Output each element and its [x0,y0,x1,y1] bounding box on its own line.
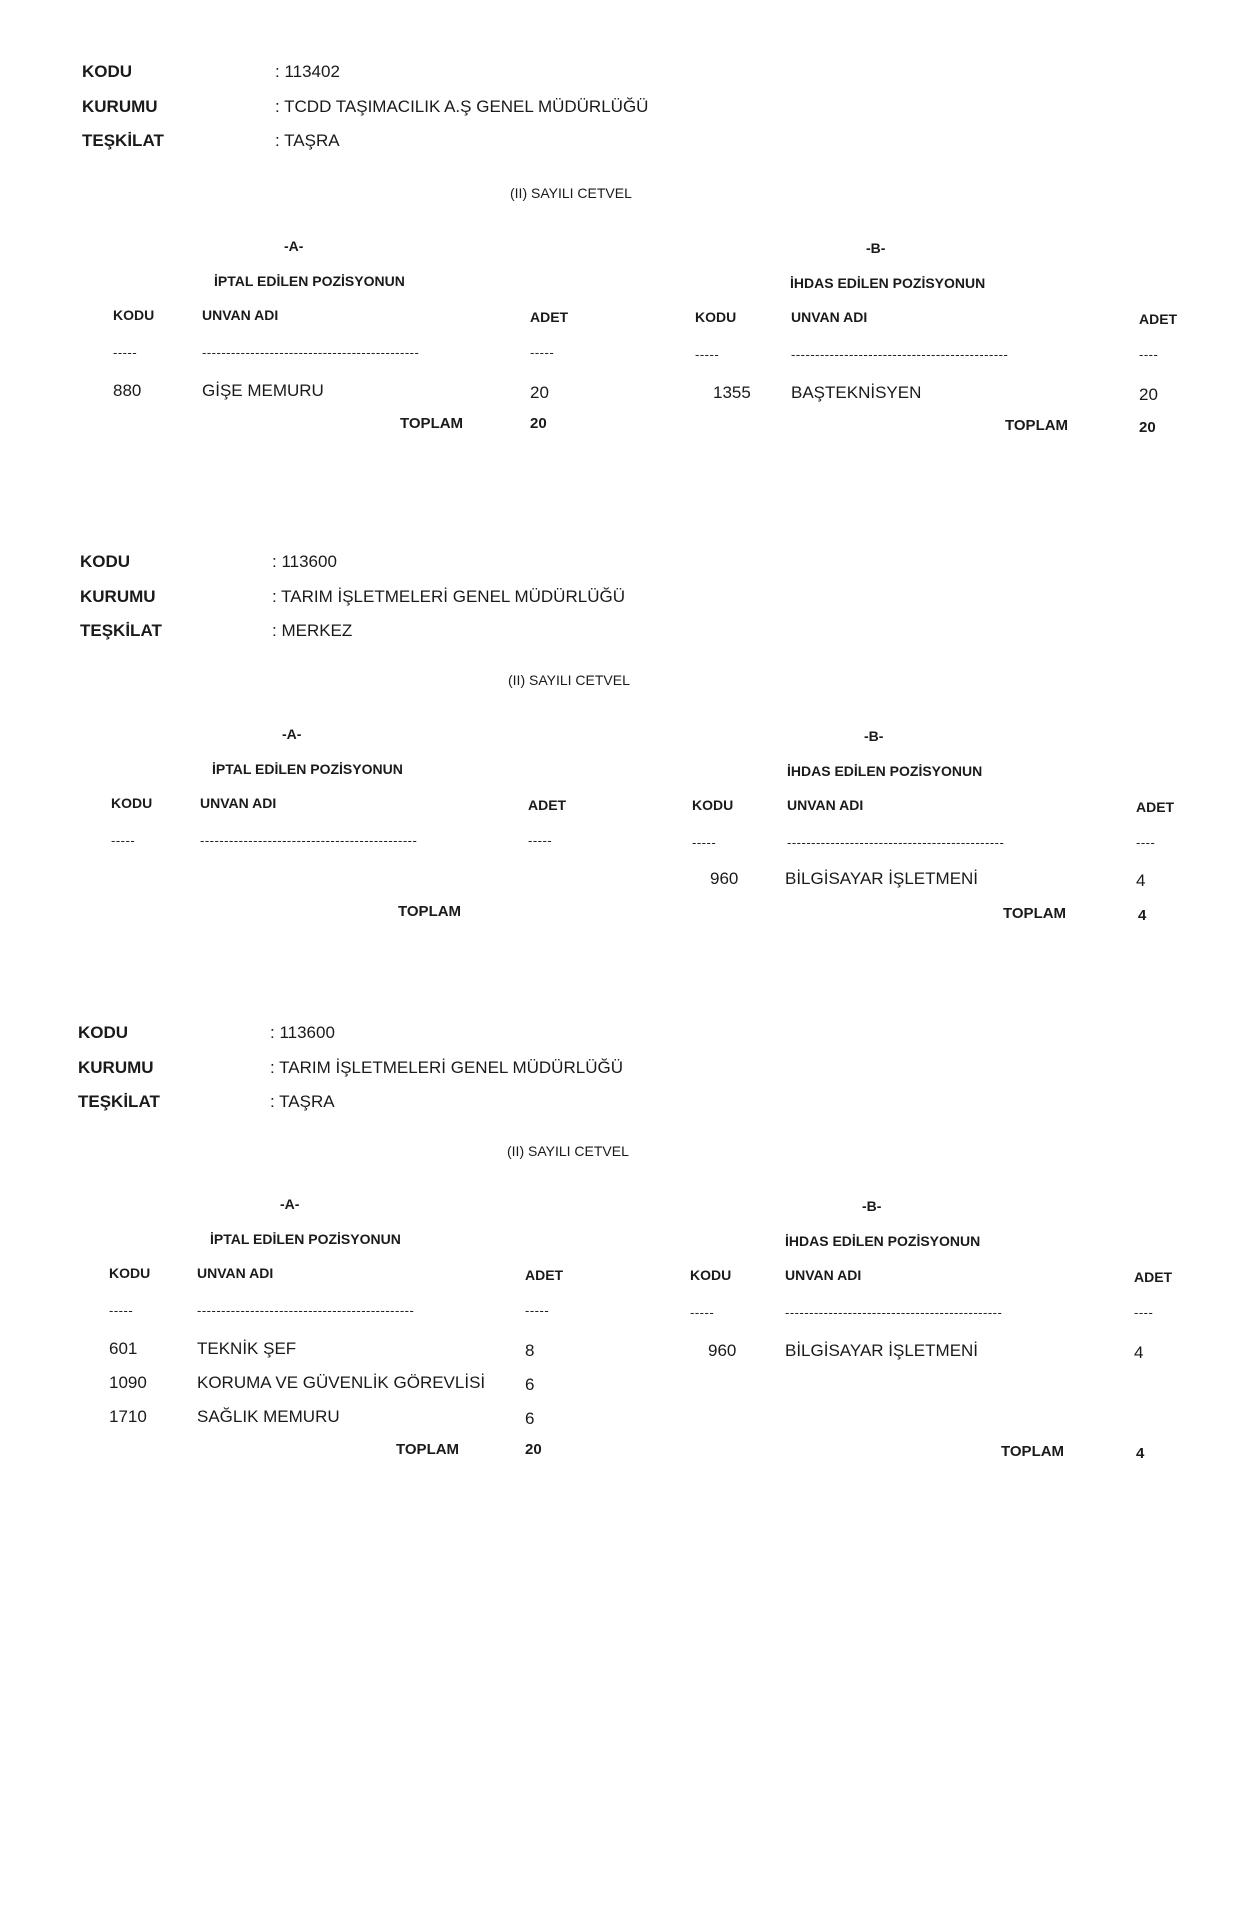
kurumu-value: : TCDD TAŞIMACILIK A.Ş GENEL MÜDÜRLÜĞÜ [275,97,649,116]
kurumu-value: : TARIM İŞLETMELERİ GENEL MÜDÜRLÜĞÜ [272,587,625,606]
kodu-value: : 113600 [272,552,337,571]
col-b-kodu-header: KODU [692,797,734,813]
a-row-unvan: TEKNİK ŞEF [197,1339,297,1358]
divider: ----- [695,347,720,362]
col-a-title: İPTAL EDİLEN POZİSYONUN [214,273,405,289]
b-toplam-value: 4 [1136,1445,1145,1462]
col-b-adet-header: ADET [1139,311,1178,327]
cetvel-title: (II) SAYILI CETVEL [510,185,632,201]
col-b-title: İHDAS EDİLEN POZİSYONUN [790,275,986,291]
a-toplam-label: TOPLAM [400,415,464,432]
teskilat-label: TEŞKİLAT [82,131,164,150]
a-row-kodu: 880 [113,381,142,400]
a-row-kodu: 1090 [109,1373,147,1392]
col-a-adet-header: ADET [525,1267,564,1283]
b-row-kodu: 960 [708,1341,737,1360]
col-a-marker: -A- [280,1196,300,1212]
teskilat-value: : TAŞRA [270,1092,335,1111]
a-row-adet: 20 [530,383,549,402]
divider: ----- [692,835,717,850]
teskilat-value: : MERKEZ [272,621,353,640]
b-row-kodu: 1355 [713,383,751,402]
col-a-title: İPTAL EDİLEN POZİSYONUN [212,761,403,777]
b-toplam-value: 4 [1138,907,1147,924]
col-a-unvan-header: UNVAN ADI [202,307,279,323]
b-toplam-label: TOPLAM [1001,1443,1065,1460]
kodu-value: : 113402 [275,62,340,81]
teskilat-value: : TAŞRA [275,131,340,150]
col-a-adet-header: ADET [530,309,569,325]
b-toplam-label: TOPLAM [1003,905,1067,922]
col-a-marker: -A- [282,726,302,742]
col-b-adet-header: ADET [1136,799,1175,815]
kurumu-label: KURUMU [82,97,158,116]
a-toplam-value: 20 [530,415,547,432]
col-b-kodu-header: KODU [695,309,737,325]
b-row-kodu: 960 [710,869,739,888]
col-b-unvan-header: UNVAN ADI [791,309,868,325]
col-a-marker: -A- [284,238,304,254]
divider: --------------------------------------------- [787,835,1005,850]
b-row-unvan: BİLGİSAYAR İŞLETMENİ [785,1341,979,1360]
b-toplam-value: 20 [1139,419,1156,436]
a-row-unvan: GİŞE MEMURU [202,381,324,400]
cetvel-title: (II) SAYILI CETVEL [507,1143,629,1159]
divider: ---- [1136,835,1156,850]
kodu-label: KODU [80,552,131,571]
b-toplam-label: TOPLAM [1005,417,1069,434]
kodu-value: : 113600 [270,1023,335,1042]
kurumu-label: KURUMU [78,1058,154,1077]
col-a-adet-header: ADET [528,797,567,813]
b-row-unvan: BAŞTEKNİSYEN [791,383,922,402]
a-row-adet: 8 [525,1341,535,1360]
divider: ---- [1139,347,1159,362]
b-row-adet: 4 [1134,1343,1144,1362]
divider: --------------------------------------------- [200,833,418,848]
kodu-label: KODU [78,1023,129,1042]
col-b-kodu-header: KODU [690,1267,732,1283]
divider: ----- [113,345,138,360]
col-a-kodu-header: KODU [113,307,155,323]
col-b-unvan-header: UNVAN ADI [787,797,864,813]
divider: ----- [525,1303,550,1318]
teskilat-label: TEŞKİLAT [78,1092,160,1111]
col-b-adet-header: ADET [1134,1269,1173,1285]
divider: ----- [528,833,553,848]
col-a-title: İPTAL EDİLEN POZİSYONUN [210,1231,401,1247]
a-row-unvan: KORUMA VE GÜVENLİK GÖREVLİSİ [197,1373,486,1392]
a-row-adet: 6 [525,1375,535,1394]
b-row-adet: 4 [1136,871,1146,890]
divider: ----- [690,1305,715,1320]
a-row-kodu: 1710 [109,1407,147,1426]
col-b-title: İHDAS EDİLEN POZİSYONUN [787,763,983,779]
teskilat-label: TEŞKİLAT [80,621,162,640]
col-a-kodu-header: KODU [109,1265,151,1281]
col-a-unvan-header: UNVAN ADI [200,795,277,811]
a-row-kodu: 601 [109,1339,138,1358]
col-b-marker: -B- [864,728,884,744]
b-row-unvan: BİLGİSAYAR İŞLETMENİ [785,869,979,888]
a-row-unvan: SAĞLIK MEMURU [197,1407,340,1426]
divider: ---- [1134,1305,1154,1320]
col-b-marker: -B- [862,1198,882,1214]
b-row-adet: 20 [1139,385,1158,404]
divider: --------------------------------------------- [791,347,1009,362]
kurumu-value: : TARIM İŞLETMELERİ GENEL MÜDÜRLÜĞÜ [270,1058,623,1077]
col-a-unvan-header: UNVAN ADI [197,1265,274,1281]
divider: ----- [109,1303,134,1318]
a-toplam-value: 20 [525,1441,542,1458]
cetvel-title: (II) SAYILI CETVEL [508,672,630,688]
divider: ----- [530,345,555,360]
kodu-label: KODU [82,62,133,81]
divider: --------------------------------------------- [202,345,420,360]
divider: ----- [111,833,136,848]
a-toplam-label: TOPLAM [396,1441,460,1458]
a-row-adet: 6 [525,1409,535,1428]
col-b-unvan-header: UNVAN ADI [785,1267,862,1283]
divider: --------------------------------------------- [785,1305,1003,1320]
col-b-title: İHDAS EDİLEN POZİSYONUN [785,1233,981,1249]
a-toplam-label: TOPLAM [398,903,462,920]
kurumu-label: KURUMU [80,587,156,606]
col-b-marker: -B- [866,240,886,256]
divider: --------------------------------------------- [197,1303,415,1318]
col-a-kodu-header: KODU [111,795,153,811]
